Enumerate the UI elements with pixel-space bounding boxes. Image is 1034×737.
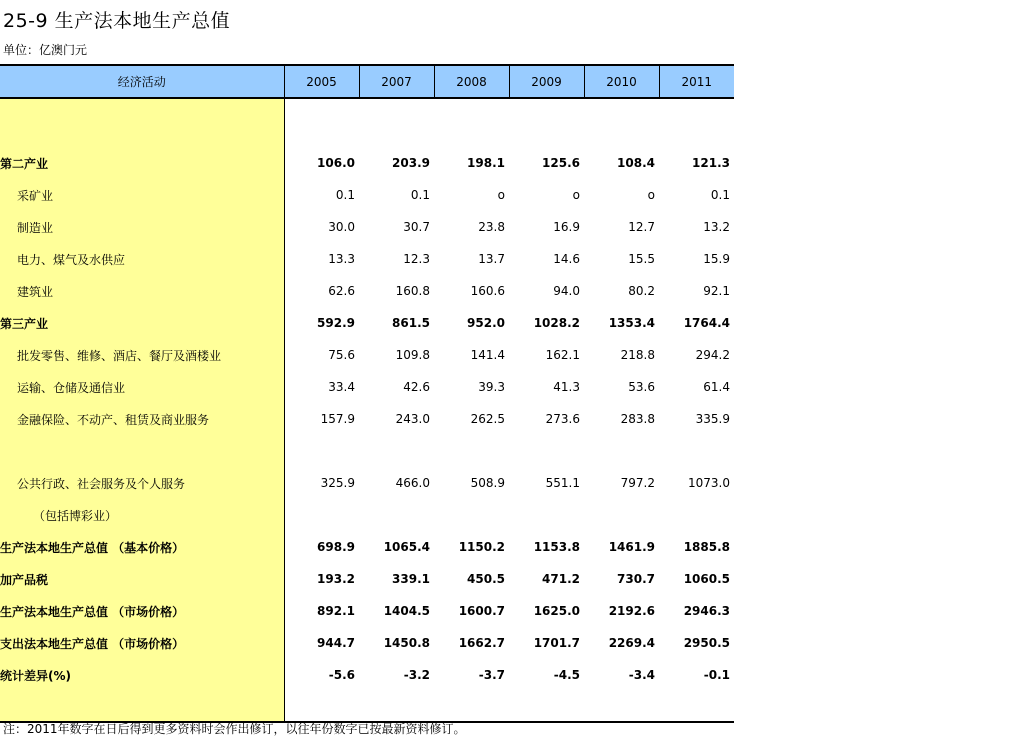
table-cell: 0.1	[410, 188, 430, 202]
table-cell: 1600.7	[458, 604, 505, 618]
row-label: 生产法本地生产总值 （基本价格）	[0, 540, 185, 555]
table-cell: 125.6	[542, 156, 580, 170]
unit-label: 单位：亿澳门元	[3, 43, 88, 57]
table-cell: 1065.4	[383, 540, 430, 554]
row-label: 金融保险、不动产、租赁及商业服务	[17, 412, 210, 427]
table-row	[0, 211, 734, 243]
table-cell: -5.6	[328, 668, 355, 682]
table-cell: 13.3	[328, 252, 355, 266]
table-cell: 339.1	[392, 572, 430, 586]
table-cell: 730.7	[617, 572, 655, 586]
table-row	[0, 595, 734, 627]
table-cell: 160.8	[395, 284, 430, 298]
table-cell: 861.5	[392, 316, 430, 330]
table-row	[0, 307, 734, 339]
table-cell: 892.1	[317, 604, 355, 618]
footnote: 注：2011年数字在日后得到更多资料时会作出修订，以往年份数字已按最新资料修订。	[3, 722, 466, 736]
table-row	[0, 531, 734, 563]
table-cell: 15.9	[703, 252, 730, 266]
table-row	[0, 243, 734, 275]
table-cell: 94.0	[553, 284, 580, 298]
table-cell: 1764.4	[683, 316, 730, 330]
table-cell: 160.6	[470, 284, 505, 298]
table-cell: 1073.0	[688, 476, 730, 490]
spacer-row	[0, 98, 734, 147]
table-cell: 273.6	[545, 412, 580, 426]
table-row	[0, 339, 734, 371]
row-label: （包括博彩业）	[33, 508, 118, 523]
table-cell: 62.6	[328, 284, 355, 298]
spacer-row	[0, 691, 734, 722]
table-row	[0, 179, 734, 211]
table-cell: 41.3	[553, 380, 580, 394]
table-cell: 30.0	[328, 220, 355, 234]
header-year: 2008	[434, 65, 509, 98]
table-cell: 121.3	[692, 156, 730, 170]
row-label: 支出法本地生产总值 （市场价格）	[0, 636, 185, 651]
table-cell: 2269.4	[608, 636, 655, 650]
table-cell: 1153.8	[533, 540, 580, 554]
table-cell: 12.3	[403, 252, 430, 266]
table-row	[0, 403, 734, 435]
table-cell: 325.9	[320, 476, 355, 490]
table-cell: 1625.0	[533, 604, 580, 618]
table-cell: 203.9	[392, 156, 430, 170]
table-cell: 2946.3	[683, 604, 730, 618]
table-cell: 471.2	[542, 572, 580, 586]
table-cell: 141.4	[470, 348, 505, 362]
table-cell: 2950.5	[683, 636, 730, 650]
table-cell: 162.1	[545, 348, 580, 362]
table-cell: 283.8	[620, 412, 655, 426]
table-cell: 13.2	[703, 220, 730, 234]
row-label: 批发零售、维修、酒店、餐厅及酒楼业	[17, 348, 222, 363]
table-cell: 198.1	[467, 156, 505, 170]
table-cell: o	[647, 188, 655, 202]
table-cell: 13.7	[478, 252, 505, 266]
table-cell: 294.2	[695, 348, 730, 362]
table-cell: 1662.7	[458, 636, 505, 650]
table-cell: 262.5	[470, 412, 505, 426]
table-cell: o	[572, 188, 580, 202]
table-cell: 23.8	[478, 220, 505, 234]
table-row	[0, 499, 734, 531]
table-cell: 1450.8	[383, 636, 430, 650]
table-cell: o	[497, 188, 505, 202]
row-label: 采矿业	[17, 188, 54, 203]
header-year: 2010	[584, 65, 659, 98]
table-cell: -0.1	[703, 668, 730, 682]
table-cell: 33.4	[328, 380, 355, 394]
header-year: 2007	[359, 65, 434, 98]
table-cell: 16.9	[553, 220, 580, 234]
header-year: 2011	[659, 65, 734, 98]
table-cell: 80.2	[628, 284, 655, 298]
table-cell: 0.1	[710, 188, 730, 202]
table-cell: 1461.9	[608, 540, 655, 554]
table-cell: 1701.7	[533, 636, 580, 650]
table-header-row	[0, 65, 734, 98]
table-row	[0, 563, 734, 595]
table-cell: 106.0	[317, 156, 355, 170]
table-cell: 592.9	[317, 316, 355, 330]
table-cell: 508.9	[470, 476, 505, 490]
table-row	[0, 627, 734, 659]
table-cell: 2192.6	[608, 604, 655, 618]
header-year: 2009	[509, 65, 584, 98]
table-cell: 335.9	[695, 412, 730, 426]
table-cell: 218.8	[620, 348, 655, 362]
table-cell: 450.5	[467, 572, 505, 586]
table-cell: 952.0	[467, 316, 505, 330]
table-cell: 30.7	[403, 220, 430, 234]
row-label: 电力、煤气及水供应	[17, 252, 126, 267]
row-label: 制造业	[17, 220, 54, 235]
spacer-row	[0, 435, 734, 467]
row-label: 建筑业	[17, 284, 54, 299]
table-cell: 466.0	[395, 476, 430, 490]
table-cell: 157.9	[320, 412, 355, 426]
table-cell: 944.7	[317, 636, 355, 650]
table-cell: -3.7	[478, 668, 505, 682]
page-title: 25-9 生产法本地生产总值	[3, 10, 231, 32]
table-row	[0, 147, 734, 179]
table-cell: 193.2	[317, 572, 355, 586]
table-cell: 39.3	[478, 380, 505, 394]
table-cell: 1885.8	[683, 540, 730, 554]
row-label: 运输、仓储及通信业	[17, 380, 126, 395]
table-cell: 42.6	[403, 380, 430, 394]
row-label: 第三产业	[0, 316, 49, 331]
row-label: 生产法本地生产总值 （市场价格）	[0, 604, 185, 619]
table-cell: -3.2	[403, 668, 430, 682]
table-cell: 15.5	[628, 252, 655, 266]
table-cell: 75.6	[328, 348, 355, 362]
table-cell: 109.8	[395, 348, 430, 362]
table-row	[0, 371, 734, 403]
table-cell: 108.4	[617, 156, 655, 170]
table-cell: 1353.4	[608, 316, 655, 330]
row-label: 统计差异(%)	[0, 668, 71, 683]
table-cell: 551.1	[545, 476, 580, 490]
table-cell: 1404.5	[383, 604, 430, 618]
table-cell: 0.1	[335, 188, 355, 202]
table-cell: 1028.2	[533, 316, 580, 330]
table-row	[0, 275, 734, 307]
table-cell: -3.4	[628, 668, 655, 682]
table-cell: 92.1	[703, 284, 730, 298]
row-label: 第二产业	[0, 156, 49, 171]
table-cell: 12.7	[628, 220, 655, 234]
table-cell: 797.2	[620, 476, 655, 490]
table-cell: -4.5	[553, 668, 580, 682]
table-row	[0, 659, 734, 691]
gdp-table	[0, 64, 734, 723]
table-cell: 1060.5	[683, 572, 730, 586]
table-row	[0, 467, 734, 499]
header-year: 2005	[284, 65, 359, 98]
table-cell: 1150.2	[458, 540, 505, 554]
header-activity: 经济活动	[0, 65, 284, 98]
row-label: 加产品税	[0, 572, 49, 587]
table-cell: 698.9	[317, 540, 355, 554]
table-cell: 14.6	[553, 252, 580, 266]
table-cell: 243.0	[395, 412, 430, 426]
table-cell: 61.4	[703, 380, 730, 394]
row-label: 公共行政、社会服务及个人服务	[17, 476, 186, 491]
table-cell: 53.6	[628, 380, 655, 394]
